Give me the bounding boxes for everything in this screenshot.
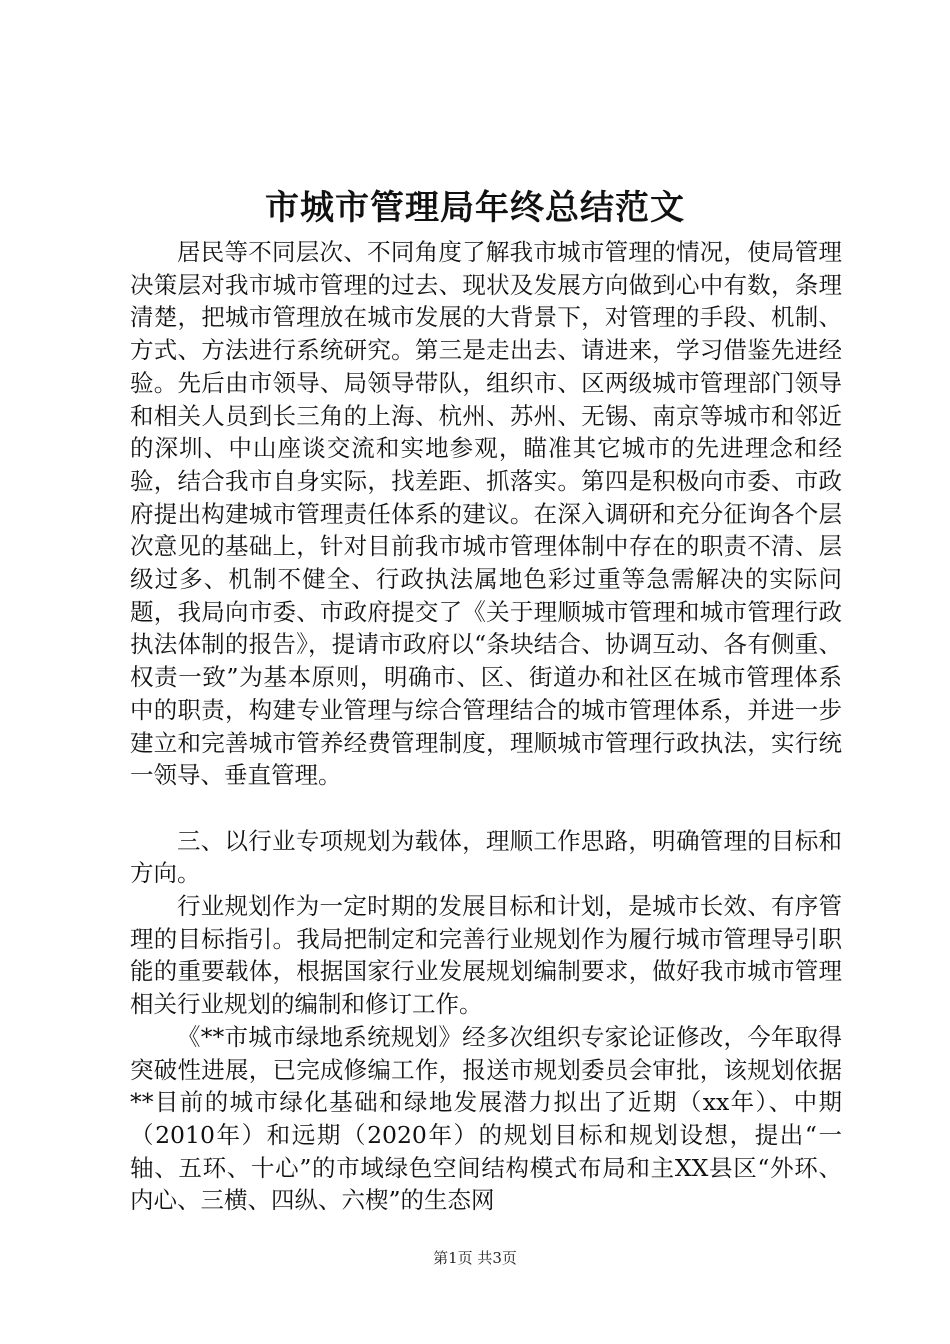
section-heading-3: 三、以行业专项规划为载体，理顺工作思路，明确管理的目标和方向。 xyxy=(130,826,842,888)
page-footer: 第1页 共3页 xyxy=(433,1249,517,1267)
document-body xyxy=(130,236,842,1217)
document-title: 市城市管理局年终总结范文 xyxy=(265,188,685,228)
body-paragraph-3: 《**市城市绿地系统规划》经多次组织专家论证修改，今年取得突破性进展，已完成修编工作，报送市规划委员会审批，该规划依据**目前的城市绿化基础和绿地发展潜力拟出了近期（xx年）、中期（2010年）和远期（2020年）的规划目标和规划设想，提出“一轴、五环、十心”的市域绿色空间结构模式布局和主XX县区“外环、内心、三横、四纵、六楔”的生态网 xyxy=(130,1022,842,1215)
body-paragraph-2: 行业规划作为一定时期的发展目标和计划，是城市长效、有序管理的目标指引。我局把制定和完善行业规划作为履行城市管理导引职能的重要载体，根据国家行业发展规划编制要求，做好我市城市管理相关行业规划的编制和修订工作。 xyxy=(130,892,842,1019)
body-paragraph-1: 居民等不同层次、不同角度了解我市城市管理的情况，使局管理决策层对我市城市管理的过去、现状及发展方向做到心中有数，条理清楚，把城市管理放在城市发展的大背景下，对管理的手段、机制、方式、方法进行系统研究。第三是走出去、请进来，学习借鉴先进经验。先后由市领导、局领导带队，组织市、区两级城市管理部门领导和相关人员到长三角的上海、杭州、苏州、无锡、南京等城市和邻近的深圳、中山座谈交流和实地参观，瞄准其它城市的先进理念和经验，结合我市自身实际，找差距、抓落实。第四是积极向市委、市政府提出构建城市管理责任体系的建议。在深入调研和充分征询各个层次意见的基础上，针对目前我市城市管理体制中存在的职责不清、层级过多、机制不健全、行政执法属地色彩过重等急需解决的实际问题，我局向市委、市政府提交了《关于理顺城市管理和城市管理行政执法体制的报告》，提请市政府以“条块结合、协调互动、各有侧重、权责一致”为基本原则，明确市、区、街道办和社区在城市管理体系中的职责，构建专业管理与综合管理结合的城市管理体系，并进一步建立和完善城市管养经费管理制度，理顺城市管理行政执法，实行统一领导、垂直管理。 xyxy=(130,238,842,790)
